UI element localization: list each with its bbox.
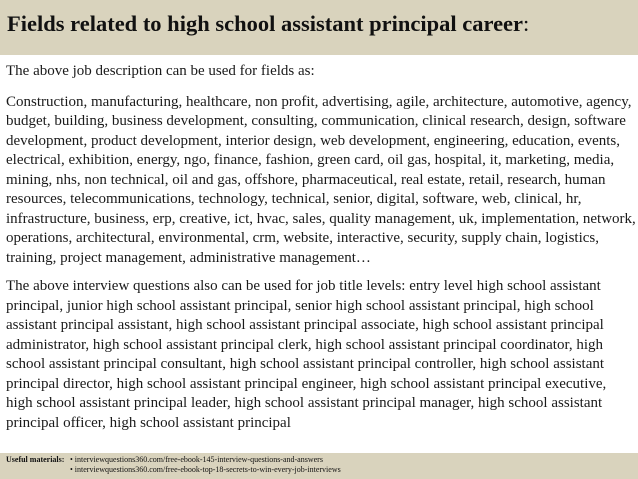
footer-spacer	[6, 465, 70, 475]
footer-row-1	[6, 455, 638, 465]
footer-link-1[interactable]: • interviewquestions360.com/free-ebook-145-interview-questions-and-answers	[70, 455, 323, 464]
page-title-text: Fields related to high school assistant principal career	[7, 11, 524, 36]
footer-label-text: Useful materials	[6, 455, 62, 464]
footer-row-2	[6, 465, 638, 475]
page-title	[7, 10, 631, 38]
footer-label-sep: :	[61, 455, 65, 464]
footer	[0, 453, 638, 479]
fields-list: Construction, manufacturing, healthcare, non profit, advertising, agile, architecture, automotive, agency, budget, building, business development, consulting, communication, clinical research, design, software development, product development, interior design, web development, engineering, education, events, electrical, exhibition, energy, ngo, finance, fashion, green card, oil gas, hospital, it, marketing, media, mining, nhs, non technical, oil and gas, offshore, pharmaceutical, real estate, retail, research, human resources, telecommunications, technology, technical, senior, digital, software, web, clinical, hr, infrastructure, business, erp, creative, ict, hvac, sales, quality management, uk, implementation, network, operations, architectural, environmental, crm, website, interactive, security, supply chain, logistics, training, project management, administrative management…	[6, 93, 636, 266]
content-area	[6, 62, 636, 433]
footer-label	[6, 455, 70, 465]
intro-text: The above job description can be used for fields as:	[6, 63, 315, 79]
job-levels-text: The above interview questions also can be used for job title levels: entry level high school assistant principal, junior high school assistant principal, senior high school assistant principal, high school assistant principal assistant, high school assistant principal associate, high school assistant principal administrator, high school assistant principal clerk, high school assistant principal coordinator, high school assistant principal consultant, high school assistant principal controller, high school assistant principal director, high school assistant principal engineer, high school assistant principal executive, high school assistant principal leader, high school assistant principal manager, high school assistant principal officer, high school assistant principal	[6, 278, 607, 431]
title-bar	[0, 0, 638, 55]
page-title-colon: :	[523, 11, 530, 36]
footer-link-2[interactable]: • interviewquestions360.com/free-ebook-top-18-secrets-to-win-every-job-interviews	[70, 465, 341, 474]
